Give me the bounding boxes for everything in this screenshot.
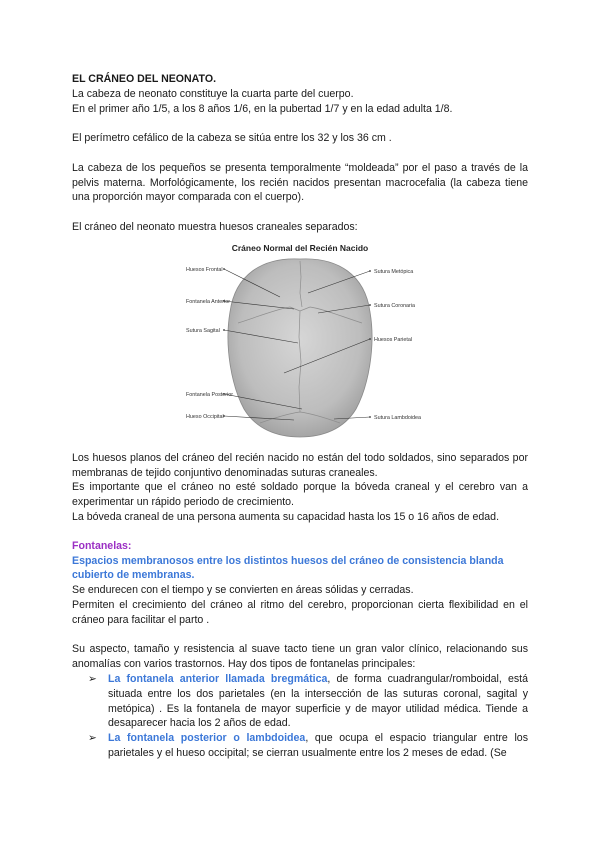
paragraph-perimeter: El perímetro cefálico de la cabeza se sitúa entre los 32 y los 36 cm . [72, 132, 392, 145]
paragraph-suturas: Los huesos planos del cráneo del recién nacido no están del todo soldados, sino separados por membranas de tejido conjuntivo denominadas suturas craneales. [72, 451, 528, 479]
skull-diagram [72, 237, 528, 445]
posterior-fontanelle-text: , que ocupa el espacio triangular entre los parietales y el hueso occipital; se cierran usualmente entre los 2 meses de edad. (Se [108, 732, 528, 759]
paragraph-capacity: La bóveda craneal de una persona aumenta su capacidad hasta los 15 o 16 años de edad. [72, 510, 500, 523]
diagram-title: Cráneo Normal del Recién Nacido [231, 242, 369, 253]
label-huesos-frontal: Huesos Frontal [186, 266, 223, 273]
paragraph-head-proportion: La cabeza de neonato constituye la cuarta parte del cuerpo. [72, 87, 354, 100]
paragraph-importance: Es importante que el cráneo no esté soldado porque la bóveda craneal y el cerebro van a experimentar un rápido periodo de crecimiento. [72, 481, 528, 509]
document-page [72, 72, 528, 761]
anterior-fontanelle-title: La fontanela anterior llamada bregmática [108, 672, 328, 685]
fontanelle-list [72, 672, 528, 761]
paragraph-moldeada: La cabeza de los pequeños se presenta temporalmente “moldeada” por el paso a través de la pelvis materna. Morfológicamente, los recién nacidos presentan macrocefalia (la cabeza tiene una proporción mayor comparada con el cuerpo). [72, 161, 528, 204]
paragraph-age-ratios: En el primer año 1/5, a los 8 años 1/6, en la pubertad 1/7 y en la edad adulta 1/8. [72, 102, 453, 115]
paragraph-growth: Permiten el crecimiento del cráneo al ritmo del cerebro, proporcionan cierta flexibilidad en el cráneo para facilitar el parto . [72, 598, 528, 626]
label-sutura-lambdoidea: Sutura Lambdoidea [374, 414, 422, 421]
paragraph-separated-bones: El cráneo del neonato muestra huesos craneales separados: [72, 220, 358, 233]
fontanelas-definition: Espacios membranosos entre los distintos huesos del cráneo de consistencia blanda cubierto de membranas. [72, 554, 504, 582]
label-hueso-occipital: Hueso Occipital [186, 413, 224, 420]
paragraph-harden: Se endurecen con el tiempo y se convierten en áreas sólidas y cerradas. [72, 584, 414, 597]
paragraph-clinical: Su aspecto, tamaño y resistencia al suave tacto tiene un gran valor clínico, relacionando sus anomalías con varios trastornos. Hay dos tipos de fontanelas principales: [72, 643, 528, 671]
arrow-bullet-icon: ➢ [88, 672, 97, 685]
label-sutura-sagital: Sutura Sagital [186, 327, 220, 334]
label-huesos-parietal: Huesos Parietal [374, 336, 413, 343]
label-fontanela-anterior: Fontanela Anterior [186, 298, 231, 305]
fontanelas-heading: Fontanelas: [72, 539, 132, 552]
list-item-anterior [88, 672, 528, 731]
arrow-bullet-icon: ➢ [88, 732, 97, 745]
list-item-posterior [88, 731, 528, 761]
label-sutura-metopica: Sutura Metópica [374, 268, 414, 275]
document-title: EL CRÁNEO DEL NEONATO. [72, 73, 217, 85]
label-fontanela-posterior: Fontanela Posterior [186, 391, 234, 398]
anterior-fontanelle-text: , de forma cuadrangular/romboidal, está situada entre los dos parietales (en la intersección de las suturas coronal, sagital y metópica) . Es la fontanela de mayor superficie y de mayor utilidad médica. Tiende a desaparecer hacia los 2 años de edad. [108, 672, 528, 730]
label-sutura-coronaria: Sutura Coronaria [374, 302, 416, 309]
posterior-fontanelle-title: La fontanela posterior o lambdoidea [108, 732, 306, 745]
